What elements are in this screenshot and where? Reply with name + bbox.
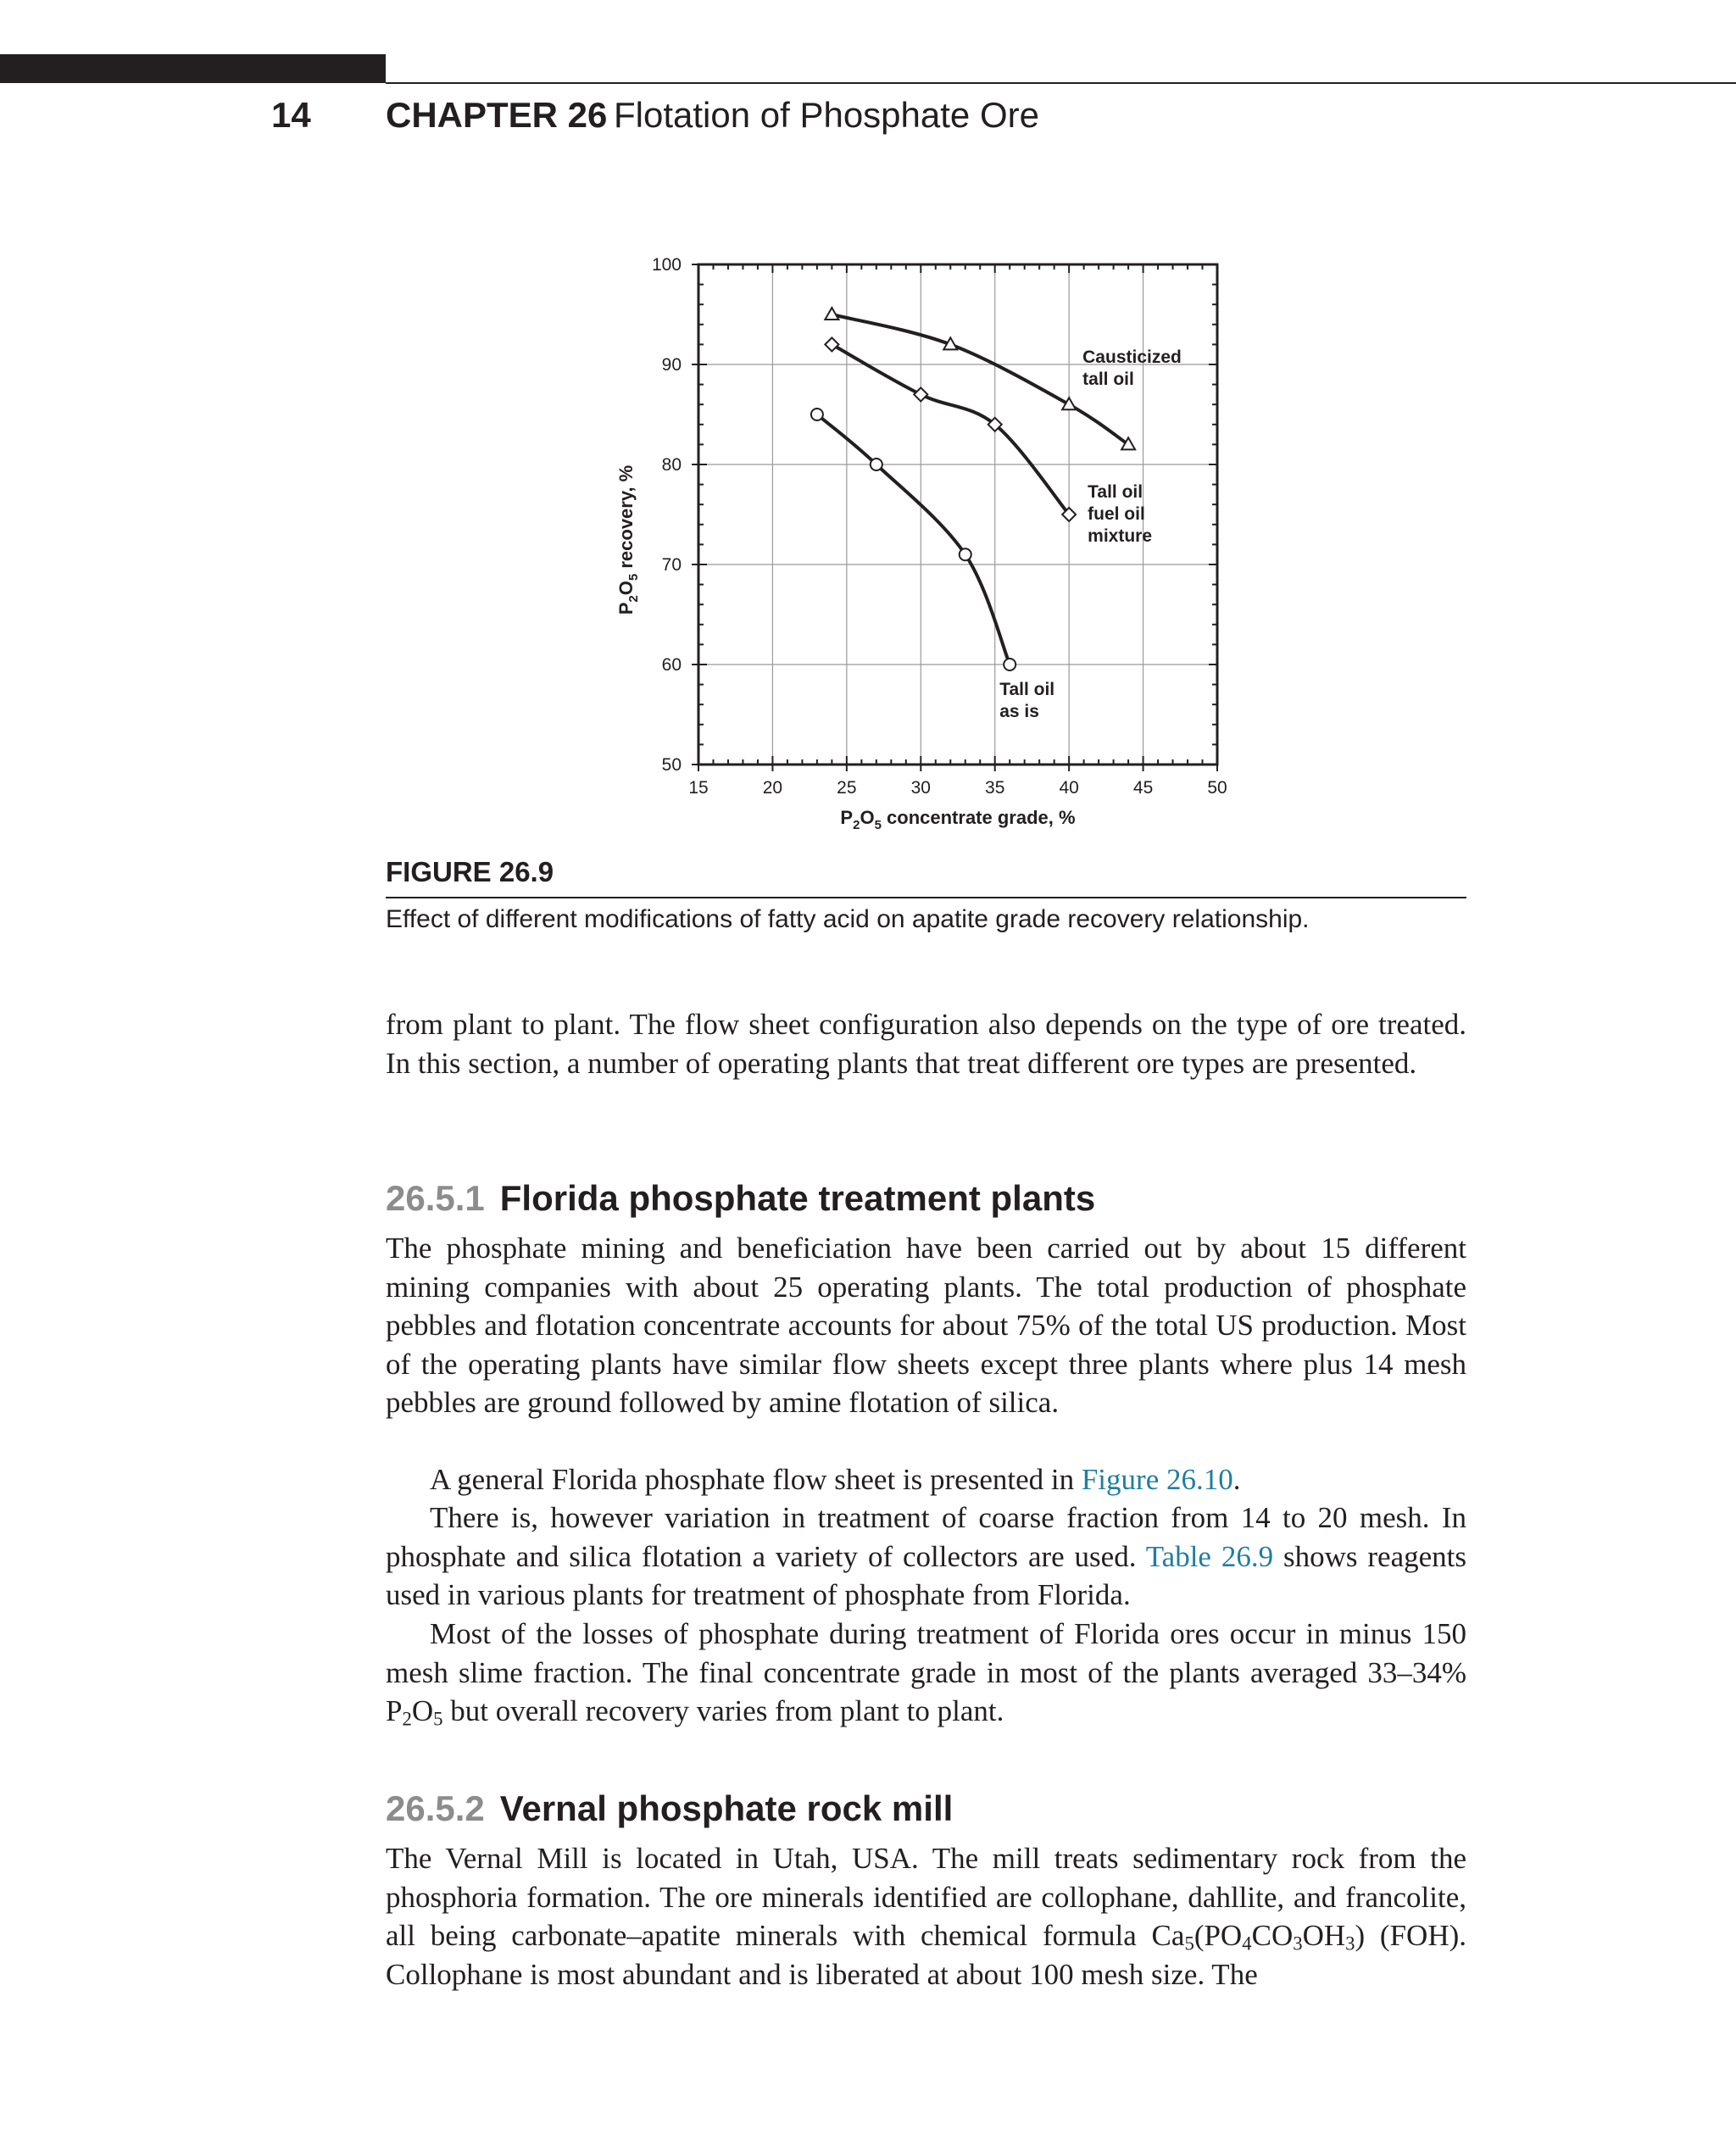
diamond-marker <box>825 337 838 351</box>
y-tick-label: 80 <box>661 455 682 475</box>
x-tick-label: 35 <box>985 778 1005 798</box>
vernal-paragraph-end: ) (FOH). Collophane is most abundant and is liberated at about 100 mesh size. The <box>386 1919 1467 1991</box>
x-axis-title-text: concentrate grade, % <box>881 807 1076 828</box>
series-curve-diamond <box>832 344 1069 514</box>
intro-paragraph: from plant to plant. The flow sheet configuration also depends on the type of ore treated. In this section, a number of operating plants that treat different ore types are presented. <box>386 1008 1466 1080</box>
chart-svg <box>593 246 1271 856</box>
subscript-2: 2 <box>402 1708 412 1730</box>
header-rule <box>386 82 1736 84</box>
x-axis-title-o: O <box>860 807 875 828</box>
section-title: Florida phosphate treatment plants <box>499 1178 1096 1218</box>
table-26-9-link[interactable]: Table 26.9 <box>1145 1539 1274 1573</box>
x-axis-title-sub5: 5 <box>874 818 882 832</box>
y-tick-label: 100 <box>651 255 682 275</box>
series-label-line: fuel oil <box>1088 504 1145 524</box>
series-label-line: mixture <box>1088 526 1153 546</box>
subscript-5: 5 <box>433 1708 443 1730</box>
y-tick-label: 90 <box>661 355 682 375</box>
x-tick-label: 25 <box>837 778 857 798</box>
triangle-marker <box>825 308 838 320</box>
section-number: 26.5.2 <box>386 1788 485 1828</box>
series-curve-circle <box>817 414 1010 665</box>
chart-curves <box>817 314 1128 665</box>
formula-po: (PO <box>1194 1919 1243 1952</box>
series-label-line: Causticized <box>1082 348 1182 367</box>
x-axis-title <box>840 807 1075 832</box>
x-tick-label: 30 <box>910 778 931 798</box>
series-label-line: tall oil <box>1082 370 1134 389</box>
subscript-oh: 3 <box>1345 1932 1355 1955</box>
figure-caption: Effect of different modifications of fatty acid on apatite grade recovery relationship. <box>386 905 1310 933</box>
chapter-label: CHAPTER 26 <box>386 95 608 135</box>
florida-paragraph-3-end: shows reagents used in various plants for treatment of phosphate from Florida. <box>386 1539 1466 1611</box>
circle-marker <box>1004 659 1015 670</box>
florida-paragraph-2-end: . <box>1232 1463 1241 1496</box>
section-number: 26.5.1 <box>386 1178 485 1218</box>
section-title: Vernal phosphate rock mill <box>499 1788 954 1828</box>
x-tick-label: 15 <box>688 778 709 798</box>
x-tick-label: 20 <box>762 778 783 798</box>
y-axis-title-o: O <box>615 581 637 596</box>
y-tick-label: 50 <box>661 755 682 775</box>
y-axis-title-text: recovery, % <box>615 464 637 574</box>
chapter-title: Flotation of Phosphate Ore <box>614 95 1039 135</box>
florida-paragraph-3 <box>386 1499 1466 1615</box>
subscript-co: 3 <box>1293 1932 1303 1955</box>
y-axis-title <box>615 465 641 615</box>
circle-marker <box>960 548 971 560</box>
y-tick-label: 70 <box>661 555 682 575</box>
y-axis-title-sub5: 5 <box>626 573 641 581</box>
figure-chart <box>593 246 1271 856</box>
figure-26-10-link[interactable]: Figure 26.10 <box>1081 1463 1233 1496</box>
x-tick-label: 45 <box>1132 778 1154 798</box>
florida-paragraph-1: The phosphate mining and beneficiation have been carried out by about 15 different mining companies with about 25 operating plants. The total production of phosphate pebbles and flotation concentrate accounts for about 75% of the total US production. Most of the operating plants have similar flow sheets except three plants where plus 14 mesh pebbles are ground followed by amine flotation of silica. <box>386 1232 1466 1419</box>
series-label-line: Tall oil <box>1088 482 1143 502</box>
formula-oh: OH <box>1302 1919 1346 1952</box>
oxygen-symbol: O <box>411 1694 434 1727</box>
chart-labels <box>652 255 1227 798</box>
florida-paragraph-4 <box>386 1615 1466 1731</box>
florida-paragraph-4-text: Most of the losses of phosphate during treatment of Florida ores occur in minus 150 mesh slime fraction. The final concentrate grade in most of the plants averaged 33–34% P <box>386 1617 1466 1727</box>
figure-caption-rule <box>386 897 1466 898</box>
x-tick-label: 40 <box>1059 778 1079 798</box>
section-heading-26-5-2 <box>386 1788 1466 1829</box>
diamond-marker <box>914 387 927 401</box>
x-axis-title-p: P <box>840 807 854 828</box>
figure-label: FIGURE 26.9 <box>386 856 554 887</box>
header-band <box>0 54 386 83</box>
florida-paragraph-3-text: There is, however variation in treatment of coarse fraction from 14 to 20 mesh. In phosphate and silica flotation a variety of collectors are used. <box>386 1501 1466 1573</box>
subscript-po: 4 <box>1242 1932 1252 1955</box>
y-axis-title-p: P <box>615 602 637 615</box>
subscript-ca: 5 <box>1184 1932 1194 1955</box>
x-tick-label: 50 <box>1207 778 1227 798</box>
series-label-line: Tall oil <box>999 680 1055 699</box>
vernal-paragraph-1 <box>386 1839 1466 1994</box>
circle-marker <box>871 459 882 470</box>
series-label-line: as is <box>999 702 1039 721</box>
page-number: 14 <box>271 95 311 135</box>
section-heading-26-5-1 <box>386 1178 1466 1219</box>
florida-paragraph-4-end: but overall recovery varies from plant to plant. <box>442 1694 1004 1727</box>
x-axis-title-sub2: 2 <box>853 818 860 832</box>
vernal-paragraph-text: The Vernal Mill is located in Utah, USA. The mill treats sedimentary rock from the phosphoria formation. The ore minerals identified are collophane, dahllite, and francolite, all being carbonate–apatite minerals with chemical formula Ca <box>386 1842 1466 1952</box>
circle-marker <box>811 409 823 420</box>
formula-co: CO <box>1251 1919 1294 1952</box>
florida-paragraph-2 <box>386 1460 1466 1499</box>
florida-paragraph-2-text: A general Florida phosphate flow sheet is presented in <box>430 1463 1082 1496</box>
y-axis-title-sub2: 2 <box>626 595 641 603</box>
y-tick-label: 60 <box>661 655 682 675</box>
page-header <box>0 95 1736 146</box>
